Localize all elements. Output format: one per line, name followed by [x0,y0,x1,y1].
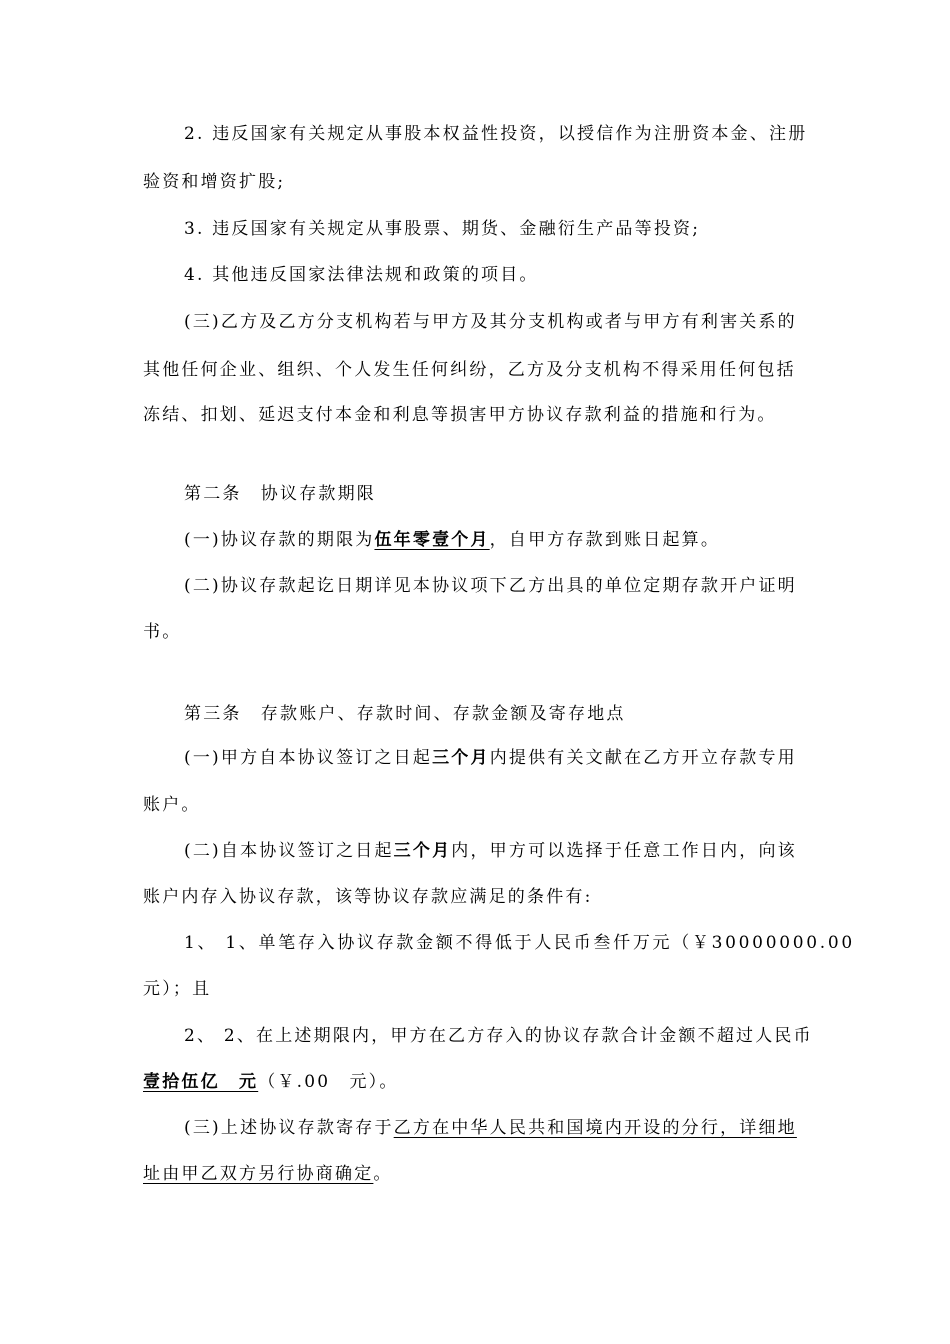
list-item-2-line-1: 2. 违反国家有关规定从事股本权益性投资，以授信作为注册资本金、注册 [184,124,808,144]
list-item-4: 4. 其他违反国家法律法规和政策的项目。 [184,265,539,285]
article-3-item-1-prefix: (一)甲方自本协议签订之日起 [184,748,433,768]
article-2-item-2-line-2: 书。 [143,622,182,642]
list-item-3: 3. 违反国家有关规定从事股票、期货、金融衍生产品等投资; [184,219,701,239]
deposit-term: 伍年零壹个月 [374,530,490,550]
article-3-item-1-suffix: 内提供有关文献在乙方开立存款专用 [489,748,797,768]
deposit-location-continued: 址由甲乙双方另行协商确定 [143,1164,374,1184]
account-opening-period: 三个月 [432,748,490,768]
list-item-2-line-2: 验资和增资扩股; [143,172,286,192]
deposit-period: 三个月 [393,841,452,861]
article-2-item-2-line-1: (二)协议存款起讫日期详见本协议项下乙方出具的单位定期存款开户证明 [184,576,797,596]
condition-1-line-2: 元）；且 [143,979,212,999]
condition-2-line-1: 2、 2、在上述期限内，甲方在乙方存入的协议存款合计金额不超过人民币 [184,1026,813,1046]
article-3-item-1-line-2: 账户。 [143,795,201,815]
article-3-item-2-line-2: 账户内存入协议存款，该等协议存款应满足的条件有: [143,887,593,907]
article-3-item-3-line-2 [143,1162,393,1186]
deposit-location: 乙方在中华人民共和国境内开设的分行，详细地 [393,1118,797,1138]
article-3-item-3-prefix: (三)上述协议存款寄存于 [184,1118,394,1138]
clause-1-3-line-2: 其他任何企业、组织、个人发生任何纠纷，乙方及分支机构不得采用任何包括 [143,360,796,380]
clause-1-3-line-1: (三)乙方及乙方分支机构若与甲方及其分支机构或者与甲方有利害关系的 [184,312,797,332]
article-3-item-3-end: 。 [373,1164,393,1184]
article-2-item-1-prefix: (一)协议存款的期限为 [184,530,375,550]
article-3-item-3 [184,1116,797,1140]
article-3-item-1 [184,746,797,770]
article-2-item-1 [184,528,720,552]
total-deposit-amount: 壹拾伍亿 元 [143,1072,259,1092]
article-3-heading: 第三条 存款账户、存款时间、存款金额及寄存地点 [184,704,626,724]
condition-2-amount-figure: （￥.00 元）。 [258,1072,399,1092]
article-3-item-2 [184,839,797,863]
article-2-item-1-suffix: ，自甲方存款到账日起算。 [489,530,721,550]
condition-1-line-1: 1、 1、单笔存入协议存款金额不得低于人民币叁仟万元（￥30000000.00 [184,933,855,953]
clause-1-3-line-3: 冻结、扣划、延迟支付本金和利息等损害甲方协议存款利益的措施和行为。 [143,405,777,425]
article-3-item-2-suffix: 内，甲方可以选择于任意工作日内，向该 [451,841,797,861]
article-3-item-2-prefix: (二)自本协议签订之日起 [184,841,394,861]
condition-2-line-2 [143,1070,399,1094]
article-2-heading: 第二条 协议存款期限 [184,484,376,504]
